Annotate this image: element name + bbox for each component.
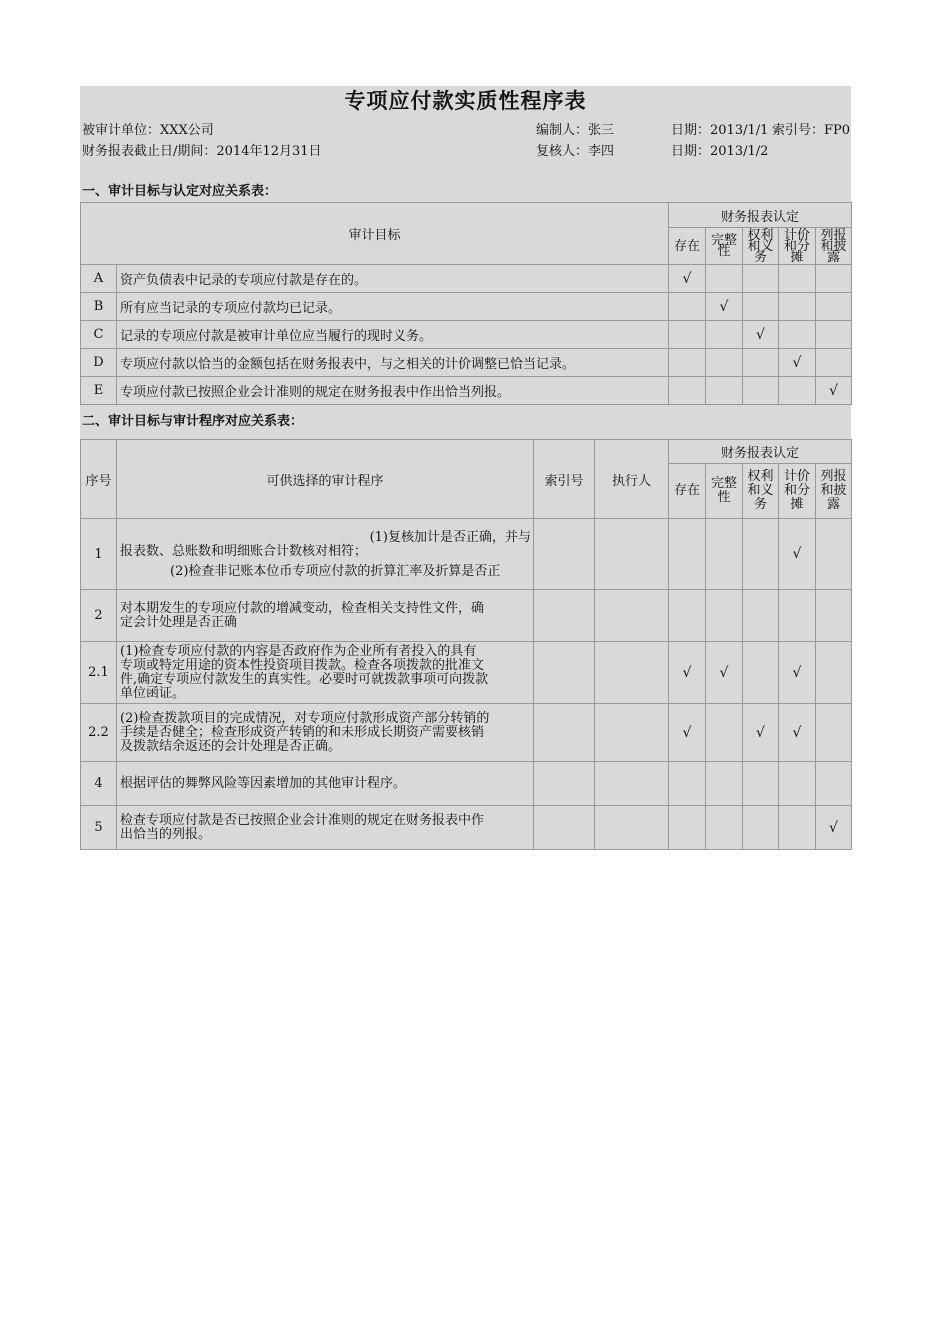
assertion-group-header: 财务报表认定 bbox=[669, 203, 852, 228]
objective-text: 资产负债表中记录的专项应付款是存在的。 bbox=[117, 265, 669, 293]
assertion-check bbox=[743, 349, 779, 377]
assertion-check bbox=[816, 265, 852, 293]
assertion-check bbox=[669, 377, 706, 405]
assertion-header-line: 列报 bbox=[820, 469, 847, 484]
prep-date: 日期：2013/1/1 bbox=[671, 123, 769, 138]
assertion-check bbox=[816, 519, 852, 590]
assertion-check bbox=[779, 590, 816, 642]
procedure-row bbox=[81, 590, 852, 642]
procedure-index bbox=[534, 590, 595, 642]
procedure-line: 定会计处理是否正确 bbox=[120, 614, 238, 630]
procedure-text bbox=[117, 806, 534, 850]
assertion-check bbox=[743, 265, 779, 293]
objective-code: E bbox=[81, 377, 117, 405]
assertion-check: √ bbox=[743, 321, 779, 349]
objective-assertion-table bbox=[80, 202, 852, 405]
report-period: 财务报表截止日/期间：2014年12月31日 bbox=[82, 144, 322, 159]
assertion-header-line: 和分 bbox=[783, 483, 810, 498]
objective-code: C bbox=[81, 321, 117, 349]
assertion-check bbox=[816, 321, 852, 349]
procedure-no: 1 bbox=[81, 519, 117, 590]
assertion-check bbox=[743, 762, 779, 806]
assertion-header-line: 摊 bbox=[790, 497, 804, 512]
assertion-check bbox=[669, 806, 706, 850]
assertion-check: √ bbox=[816, 806, 852, 850]
procedure-line: 出恰当的列报。 bbox=[120, 826, 212, 842]
assertion-check bbox=[743, 519, 779, 590]
assertion-check bbox=[743, 377, 779, 405]
col-executor-header: 执行人 bbox=[595, 440, 669, 519]
index-number: 索引号：FP0 bbox=[772, 123, 851, 138]
procedure-executor bbox=[595, 762, 669, 806]
assertion-check bbox=[669, 762, 706, 806]
assertion-header-line: 和分 bbox=[784, 238, 811, 254]
assertion-header-line: 性 bbox=[717, 244, 731, 259]
assertion-check: √ bbox=[779, 642, 816, 704]
procedure-text bbox=[117, 642, 534, 704]
assertion-check: √ bbox=[816, 377, 852, 405]
assertion-header-3 bbox=[779, 228, 816, 265]
assertion-check bbox=[706, 704, 743, 762]
procedure-line: 根据评估的舞弊风险等因素增加的其他审计程序。 bbox=[120, 775, 407, 791]
procedure-executor bbox=[595, 519, 669, 590]
assertion-check: √ bbox=[669, 265, 706, 293]
assertion-check bbox=[816, 590, 852, 642]
assertion-check bbox=[706, 590, 743, 642]
assertion-check bbox=[706, 762, 743, 806]
objective-row bbox=[81, 377, 852, 405]
assertion-check: √ bbox=[779, 349, 816, 377]
procedure-index bbox=[534, 519, 595, 590]
procedure-index bbox=[534, 806, 595, 850]
assertion-check bbox=[779, 321, 816, 349]
procedure-row bbox=[81, 704, 852, 762]
assertion-check bbox=[743, 806, 779, 850]
procedure-executor bbox=[595, 704, 669, 762]
assertion-check bbox=[706, 349, 743, 377]
assertion-check bbox=[816, 293, 852, 321]
assertion-header-line: 完整 bbox=[710, 476, 737, 491]
procedure-executor bbox=[595, 642, 669, 704]
objective-row bbox=[81, 349, 852, 377]
objective-code: A bbox=[81, 265, 117, 293]
assertion-header-line: 性 bbox=[717, 490, 731, 505]
procedure-line: 及拨款结余返还的会计处理是否正确。 bbox=[120, 738, 342, 754]
assertion-check bbox=[779, 265, 816, 293]
procedure-line: 检查专项应付款是否已按照企业会计准则的规定在财务报表中作 bbox=[120, 812, 485, 828]
assertion-header-line: 列报 bbox=[820, 227, 847, 243]
assertion-check: √ bbox=[706, 293, 743, 321]
assertion-check bbox=[816, 349, 852, 377]
assertion-check bbox=[743, 590, 779, 642]
assertion-group-header: 财务报表认定 bbox=[669, 440, 852, 464]
preparer: 编制人：张三 bbox=[536, 123, 615, 138]
assertion-header-4 bbox=[816, 464, 852, 519]
procedure-row bbox=[81, 806, 852, 850]
assertion-check bbox=[816, 762, 852, 806]
reviewer: 复核人：李四 bbox=[536, 144, 615, 159]
assertion-check bbox=[743, 293, 779, 321]
objective-text: 记录的专项应付款是被审计单位应当履行的现时义务。 bbox=[117, 321, 669, 349]
working-paper-sheet bbox=[80, 86, 851, 850]
procedure-no: 4 bbox=[81, 762, 117, 806]
assertion-check bbox=[779, 806, 816, 850]
objective-code: B bbox=[81, 293, 117, 321]
assertion-check bbox=[779, 377, 816, 405]
section-2-heading: 二、审计目标与审计程序对应关系表： bbox=[82, 414, 304, 429]
assertion-header-2 bbox=[743, 464, 779, 519]
assertion-header-line: 务 bbox=[754, 249, 768, 265]
procedure-row bbox=[81, 642, 852, 704]
objective-text: 专项应付款以恰当的金额包括在财务报表中，与之相关的计价调整已恰当记录。 bbox=[117, 349, 669, 377]
objective-code: D bbox=[81, 349, 117, 377]
procedure-line: (2)检查拨款项目的完成情况，对专项应付款形成资产部分转销的 bbox=[120, 710, 490, 726]
assertion-header-line: 和义 bbox=[747, 238, 774, 254]
col-procedure-header: 可供选择的审计程序 bbox=[117, 440, 534, 519]
assertion-check bbox=[669, 321, 706, 349]
assertion-header-line: 和义 bbox=[747, 483, 774, 498]
procedure-line: 报表数、总账数和明细账合计数核对相符； bbox=[120, 544, 368, 559]
assertion-header-0 bbox=[669, 464, 706, 519]
assertion-check: √ bbox=[743, 704, 779, 762]
procedure-no: 2 bbox=[81, 590, 117, 642]
section-1-heading: 一、审计目标与认定对应关系表： bbox=[82, 184, 278, 199]
procedure-no: 2.1 bbox=[81, 642, 117, 704]
assertion-header-line: 存在 bbox=[673, 483, 700, 498]
assertion-check bbox=[816, 704, 852, 762]
procedure-line: 件,确定专项应付款发生的真实性。必要时可就拨款事项可向拨款 bbox=[120, 671, 489, 687]
procedure-assertion-table bbox=[80, 439, 852, 850]
assertion-header-line: 计价 bbox=[784, 227, 811, 243]
procedure-text bbox=[117, 519, 534, 590]
assertion-check bbox=[669, 519, 706, 590]
assertion-check: √ bbox=[669, 704, 706, 762]
procedure-index bbox=[534, 704, 595, 762]
procedure-row bbox=[81, 519, 852, 590]
procedure-executor bbox=[595, 806, 669, 850]
assertion-check bbox=[706, 806, 743, 850]
assertion-header-line: 和披 bbox=[820, 483, 847, 498]
procedure-text bbox=[117, 704, 534, 762]
assertion-check bbox=[706, 377, 743, 405]
header-info bbox=[80, 116, 851, 182]
assertion-check bbox=[816, 642, 852, 704]
objective-text: 所有应当记录的专项应付款均已记录。 bbox=[117, 293, 669, 321]
procedure-index bbox=[534, 762, 595, 806]
objective-row bbox=[81, 265, 852, 293]
assertion-header-line: 务 bbox=[753, 497, 767, 512]
objective-row bbox=[81, 321, 852, 349]
procedure-row bbox=[81, 762, 852, 806]
assertion-header-line: 和披 bbox=[820, 238, 847, 254]
assertion-header-line: 权利 bbox=[747, 227, 774, 243]
procedure-text bbox=[117, 762, 534, 806]
assertion-check: √ bbox=[779, 519, 816, 590]
assertion-header-1 bbox=[706, 228, 743, 265]
assertion-header-line: 露 bbox=[827, 497, 841, 512]
procedure-line: 对本期发生的专项应付款的增减变动，检查相关支持性文件，确 bbox=[120, 600, 485, 616]
procedure-line: (1)复核加计是否正确，并与 bbox=[369, 530, 531, 545]
procedure-text bbox=[117, 590, 534, 642]
assertion-check bbox=[669, 349, 706, 377]
assertion-check bbox=[743, 642, 779, 704]
assertion-check: √ bbox=[669, 642, 706, 704]
assertion-check bbox=[669, 590, 706, 642]
assertion-check bbox=[779, 762, 816, 806]
assertion-check: √ bbox=[779, 704, 816, 762]
procedure-line: (2)检查非记账本位币专项应付款的折算汇率及折算是否正 bbox=[170, 564, 501, 579]
assertion-header-3 bbox=[779, 464, 816, 519]
procedure-line: 专项或特定用途的资本性投资项目拨款。检查各项拨款的批准文 bbox=[120, 657, 485, 673]
assertion-check bbox=[706, 321, 743, 349]
procedure-line: (1)检查专项应付款的内容是否政府作为企业所有者投入的具有 bbox=[120, 643, 477, 659]
assertion-header-line: 存在 bbox=[674, 238, 701, 254]
procedure-line: 手续是否健全；检查形成资产转销的和未形成长期资产需要核销 bbox=[120, 724, 485, 740]
assertion-header-line: 计价 bbox=[783, 469, 810, 484]
procedure-executor bbox=[595, 590, 669, 642]
assertion-header-line: 完整 bbox=[711, 233, 738, 248]
procedure-no: 2.2 bbox=[81, 704, 117, 762]
assertion-header-1 bbox=[706, 464, 743, 519]
assertion-check bbox=[706, 519, 743, 590]
assertion-header-line: 权利 bbox=[747, 469, 774, 484]
col-index-header: 索引号 bbox=[534, 440, 595, 519]
assertion-header-4 bbox=[816, 228, 852, 265]
objective-header: 审计目标 bbox=[81, 203, 669, 265]
objective-text: 专项应付款已按照企业会计准则的规定在财务报表中作出恰当列报。 bbox=[117, 377, 669, 405]
assertion-header-line: 露 bbox=[827, 249, 841, 265]
assertion-check bbox=[706, 265, 743, 293]
objective-row bbox=[81, 293, 852, 321]
assertion-check bbox=[669, 293, 706, 321]
review-date: 日期：2013/1/2 bbox=[671, 144, 769, 159]
procedure-index bbox=[534, 642, 595, 704]
col-no-header: 序号 bbox=[81, 440, 117, 519]
page-title: 专项应付款实质性程序表 bbox=[344, 88, 587, 113]
assertion-header-2 bbox=[743, 228, 779, 265]
assertion-check: √ bbox=[706, 642, 743, 704]
audited-unit: 被审计单位：XXX公司 bbox=[82, 123, 214, 138]
procedure-no: 5 bbox=[81, 806, 117, 850]
procedure-line: 单位函证。 bbox=[120, 685, 186, 701]
assertion-header-0 bbox=[669, 228, 706, 265]
assertion-header-line: 摊 bbox=[790, 249, 804, 265]
assertion-check bbox=[779, 293, 816, 321]
